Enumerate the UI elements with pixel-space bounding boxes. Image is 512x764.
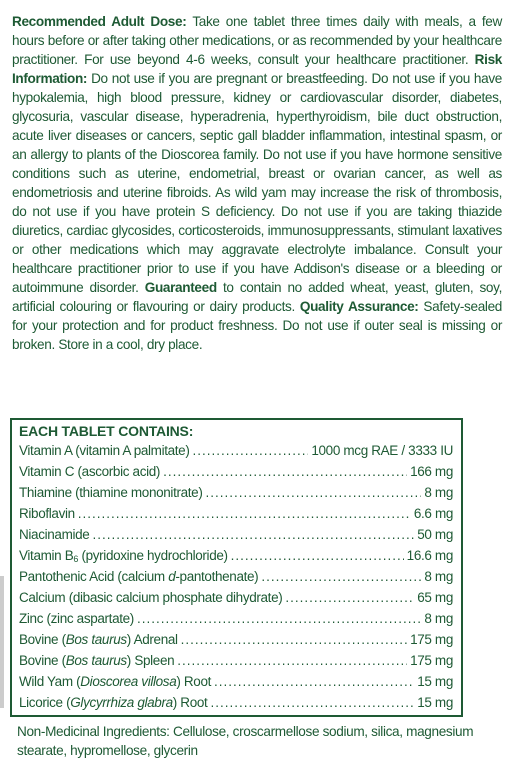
name-italic: Bos taurus [65, 653, 127, 668]
leader-dots [285, 588, 414, 607]
ingredient-name: Vitamin C (ascorbic acid) [19, 464, 161, 479]
ingredient-name [19, 567, 258, 586]
risk-text: Do not use if you are pregnant or breastfeeding. Do not use if you have hypokalemia, high blood pressure, kidney or cardiovascular disorder, diabetes, glycosuria, vascular disease, hyperadrenia, hyperthyroidism, bile duct obstruction, acute liver diseases or cancers, septic gall bladder inflammation, intestinal spasm, or an allergy to plants of the Dioscorea family. Do not use if you have hormone sensitive conditions such as uterine, endometrial, breast or ovarian cancer, as well as endometriosis and uterine fibroids. As wild yam may increase the risk of thrombosis, do not use if you have protein S deficiency. Do not use if you are taking thiazide diuretics, cardiac glycosides, corticosteroids, immunosuppressants, stimulant laxatives or other medications which may aggravate electrolyte imbalance. Consult your healthcare practitioner prior to use if you have Addison's disease or a bleeding or autoimmune disorder. [12, 71, 502, 295]
ingredient-amount: 8 mg [424, 611, 453, 626]
table-row [19, 588, 453, 607]
name-part: Pantothenic Acid (calcium [19, 569, 169, 584]
leader-dots [261, 567, 421, 586]
name-part: Vitamin B [19, 548, 74, 563]
ingredient-amount: 6.6 mg [413, 506, 453, 521]
name-part: ) Root [172, 695, 208, 710]
leader-dots [181, 630, 407, 649]
ingredient-amount: 15 mg [417, 674, 453, 689]
ingredient-amount: 65 mg [417, 590, 453, 605]
label-directions-text [12, 12, 502, 354]
ingredient-name: Zinc (zinc aspartate) [19, 611, 134, 626]
leader-dots [231, 546, 404, 565]
leader-dots [92, 525, 414, 544]
name-italic: d [168, 569, 176, 584]
leader-dots [192, 441, 308, 460]
ingredient-amount: 1000 mcg RAE / 3333 IU [311, 443, 453, 458]
name-part: ) Root [176, 674, 212, 689]
ingredient-amount: 15 mg [417, 695, 453, 710]
ingredient-amount: 175 mg [410, 632, 453, 647]
dose-text: Take one tablet three times daily with meals, a few hours before or after taking other medications, or as recommended by your healthcare practitioner. For use beyond 4-6 weeks, consult your healthcare practitioner. [12, 14, 502, 67]
non-medicinal-ingredients: Non-Medicinal Ingredients: Cellulose, croscarmellose sodium, silica, magnesium stearate, hypromellose, glycerin [17, 724, 474, 758]
name-part: (pyridoxine hydrochloride) [78, 548, 228, 563]
table-header: EACH TABLET CONTAINS: [19, 423, 194, 439]
table-row [19, 462, 453, 481]
ingredient-name [19, 693, 207, 712]
table-row [19, 504, 453, 523]
guaranteed-heading: Guaranteed [144, 280, 217, 295]
ingredient-name: Niacinamide [19, 527, 90, 542]
table-row [19, 672, 453, 691]
name-italic: Glycyrrhiza glabra [70, 695, 173, 710]
table-row [19, 483, 453, 502]
ingredient-name [19, 672, 211, 691]
name-italic: Bos taurus [65, 632, 127, 647]
table-row [19, 525, 453, 544]
table-row [19, 567, 453, 586]
quality-heading: Quality Assurance: [299, 299, 419, 314]
ingredient-amount: 8 mg [424, 485, 453, 500]
leader-dots [78, 504, 411, 523]
table-row [19, 630, 453, 649]
leader-dots [210, 693, 414, 712]
ingredient-amount: 50 mg [417, 527, 453, 542]
ingredient-name [19, 546, 228, 565]
ingredient-amount: 8 mg [424, 569, 453, 584]
name-italic: Dioscorea villosa [80, 674, 177, 689]
name-subscript: 6 [73, 554, 79, 564]
name-part: ) Spleen [126, 653, 175, 668]
table-row [19, 693, 453, 712]
ingredient-name [19, 630, 178, 649]
leader-dots [177, 651, 407, 670]
name-part: Wild Yam ( [19, 674, 81, 689]
left-edge-divider [0, 576, 4, 708]
risk-heading: Risk Information: [12, 52, 502, 86]
ingredient-amount: 16.6 mg [406, 548, 453, 563]
name-part: ) Adrenal [126, 632, 178, 647]
name-part: Bovine ( [19, 632, 66, 647]
dose-heading: Recommended Adult Dose: [12, 14, 187, 29]
ingredient-amount: 175 mg [410, 653, 453, 668]
leader-dots [205, 483, 421, 502]
ingredient-name: Vitamin A (vitamin A palmitate) [19, 443, 190, 458]
quality-text: Safety-sealed for your protection and for product freshness. Do not use if outer seal is missing or broken. Store in a cool, dry place. [12, 299, 502, 352]
table-row [19, 441, 453, 460]
leader-dots [214, 672, 414, 691]
name-part: Licorice ( [19, 695, 71, 710]
guaranteed-text: to contain no added wheat, yeast, gluten, soy, artificial colouring or flavouring or dairy products. [12, 280, 502, 314]
ingredient-name: Calcium (dibasic calcium phosphate dihydrate) [19, 590, 283, 605]
ingredients-table [10, 418, 463, 717]
ingredient-name: Thiamine (thiamine mononitrate) [19, 485, 203, 500]
ingredient-name [19, 651, 174, 670]
name-part: -pantothenate) [175, 569, 259, 584]
ingredient-amount: 166 mg [410, 464, 453, 479]
leader-dots [163, 462, 407, 481]
ingredient-name: Riboflavin [19, 506, 75, 521]
table-row [19, 651, 453, 670]
name-part: Bovine ( [19, 653, 66, 668]
leader-dots [137, 609, 421, 628]
table-row [19, 546, 453, 565]
table-row [19, 609, 453, 628]
